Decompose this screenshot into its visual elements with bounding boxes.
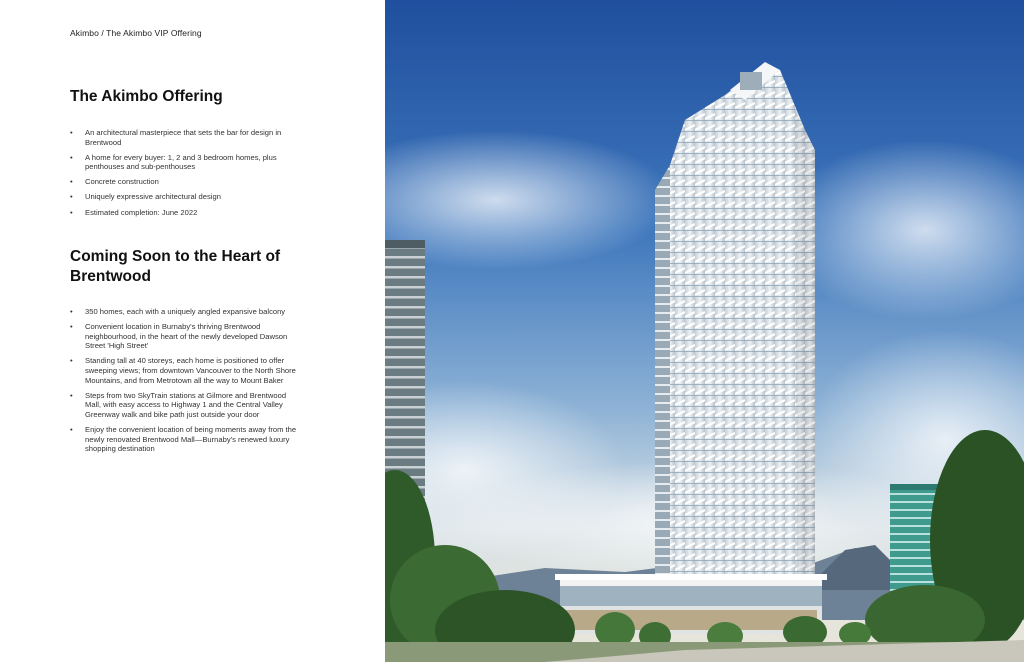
list-item: • Standing tall at 40 storeys, each home is positioned to offer sweeping views; from downtown Vancouver to the North Shore Mountains, and from Metrotown all the way to Mount Baker [70, 356, 302, 385]
list-item: • Enjoy the convenient location of being moments away from the newly renovated Brentwood Mall—Burnaby's renewed luxury shopping destination [70, 425, 302, 454]
list-item: • Concrete construction [70, 177, 302, 187]
list-item: • Estimated completion: June 2022 [70, 208, 302, 218]
breadcrumb: Akimbo / The Akimbo VIP Offering [70, 28, 202, 38]
tower-rendering-image [385, 0, 1024, 662]
list-item: • 350 homes, each with a uniquely angled expansive balcony [70, 307, 302, 317]
coming-soon-list [70, 307, 302, 459]
text-panel [0, 0, 385, 662]
list-item: • Steps from two SkyTrain stations at Gilmore and Brentwood Mall, with easy access to Highway 1 and the Central Valley Greenway walk and bike path just outside your door [70, 391, 302, 420]
list-item: • Uniquely expressive architectural design [70, 192, 302, 202]
coming-soon-title: Coming Soon to the Heart of Brentwood [70, 248, 281, 285]
offering-title: The Akimbo Offering [70, 88, 223, 105]
list-item: • Convenient location in Burnaby's thriving Brentwood neighbourhood, in the heart of the newly developed Dawson Street 'High Street' [70, 322, 302, 351]
list-item: • A home for every buyer: 1, 2 and 3 bedroom homes, plus penthouses and sub-penthouses [70, 153, 302, 172]
offering-list [70, 128, 302, 223]
list-item: • An architectural masterpiece that sets the bar for design in Brentwood [70, 128, 302, 147]
